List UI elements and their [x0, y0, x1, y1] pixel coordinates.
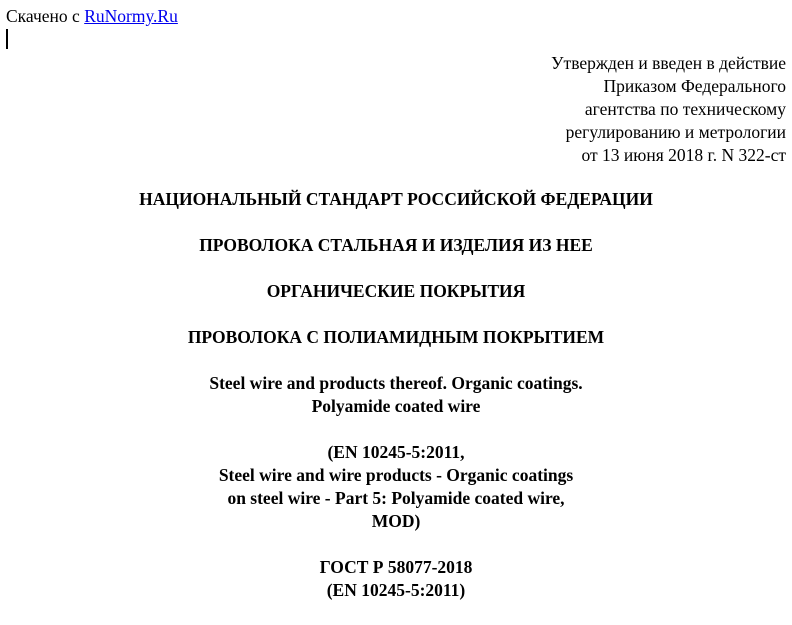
source-line — [6, 6, 178, 27]
en-reference-line: (EN 10245-5:2011, — [327, 442, 465, 462]
en-reference — [0, 441, 792, 533]
english-title-line: Steel wire and products thereof. Organic coatings. — [209, 373, 583, 393]
gost-number: ГОСТ Р 58077-2018 — [319, 557, 473, 577]
en-reference-line: MOD) — [371, 511, 421, 531]
approval-block — [386, 52, 786, 167]
approval-line: от 13 июня 2018 г. N 322-ст — [581, 145, 786, 165]
gost-en-equivalent: (EN 10245-5:2011) — [326, 580, 466, 600]
gost-designation — [0, 556, 792, 602]
approval-line: агентства по техническому — [584, 99, 786, 119]
organic-coatings-title: ОРГАНИЧЕСКИЕ ПОКРЫТИЯ — [266, 281, 526, 301]
approval-line: регулированию и метрологии — [565, 122, 786, 142]
runormy-link[interactable]: RuNormy.Ru — [84, 6, 178, 26]
approval-line: Утвержден и введен в действие — [551, 53, 786, 73]
text-cursor — [6, 29, 8, 49]
approval-line: Приказом Федерального — [603, 76, 786, 96]
polyamide-wire-title: ПРОВОЛОКА С ПОЛИАМИДНЫМ ПОКРЫТИЕМ — [187, 327, 605, 347]
wire-products-title: ПРОВОЛОКА СТАЛЬНАЯ И ИЗДЕЛИЯ ИЗ НЕЕ — [199, 235, 593, 255]
english-title-line: Polyamide coated wire — [311, 396, 481, 416]
en-reference-line: Steel wire and wire products - Organic coatings — [218, 465, 574, 485]
english-title — [0, 372, 792, 418]
national-standard-heading: НАЦИОНАЛЬНЫЙ СТАНДАРТ РОССИЙСКОЙ ФЕДЕРАЦИИ — [139, 189, 653, 209]
en-reference-line: on steel wire - Part 5: Polyamide coated wire, — [227, 488, 565, 508]
source-prefix: Скачено с — [6, 6, 85, 26]
